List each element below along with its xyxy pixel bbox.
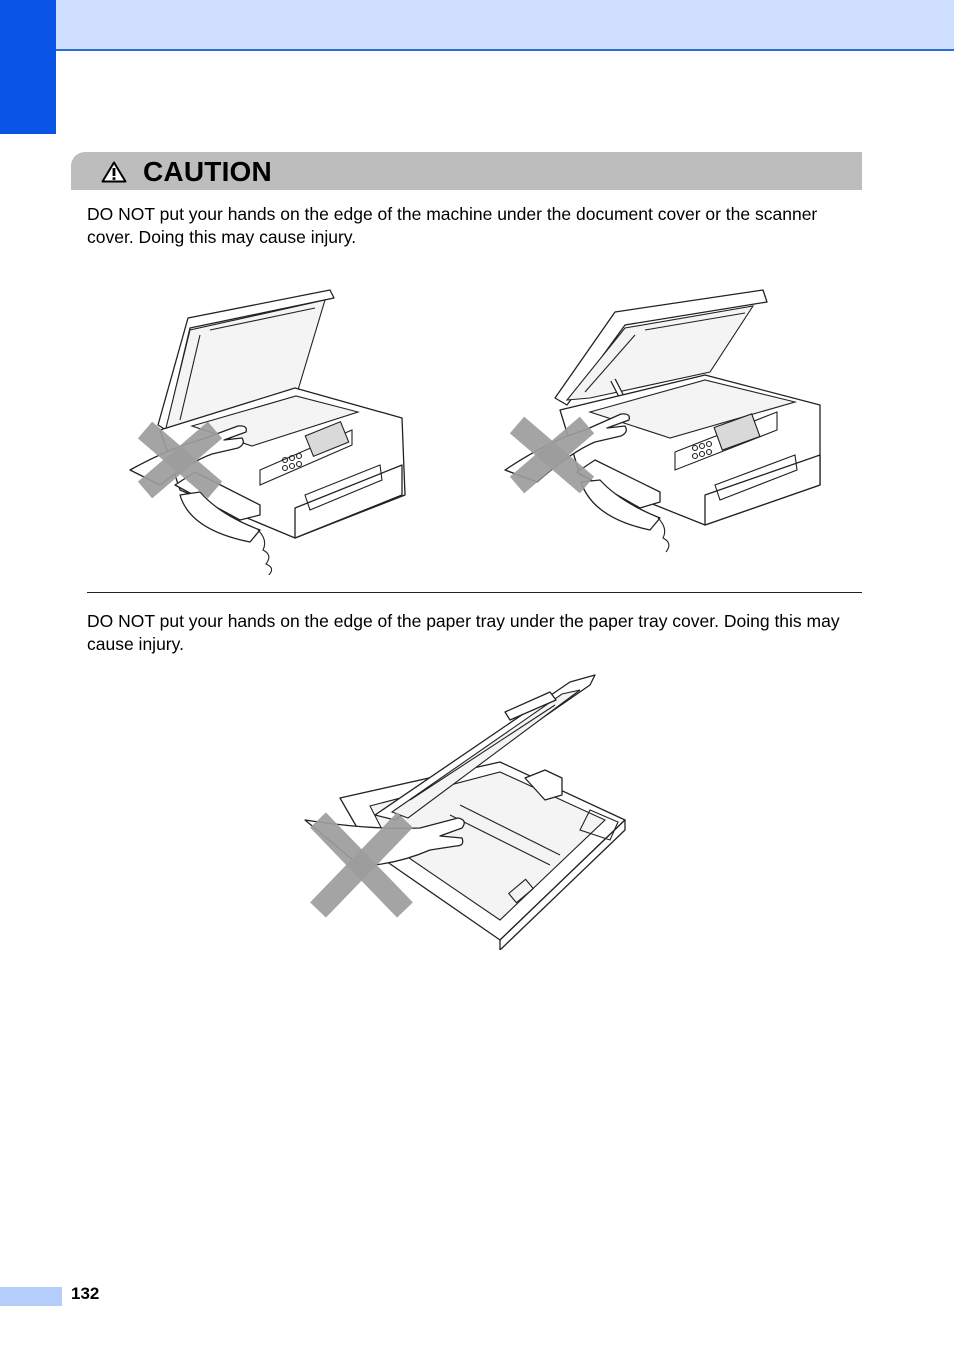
header-band <box>0 0 954 51</box>
warning-triangle-icon <box>101 161 127 183</box>
caution-bar <box>71 152 862 190</box>
chapter-tab <box>0 0 56 134</box>
page-number-tab <box>0 1287 62 1306</box>
illustration-scanner-cover-open <box>495 280 830 570</box>
illustration-paper-tray-cover-open <box>300 670 630 950</box>
caution-title: CAUTION <box>143 156 272 187</box>
page-number: 132 <box>71 1284 100 1303</box>
section-divider <box>87 592 862 593</box>
caution-paragraph-paper-tray: DO NOT put your hands on the edge of the paper tray under the paper tray cover. Doing this may cause injury. <box>87 611 840 654</box>
illustration-document-cover-open <box>120 280 420 575</box>
caution-paragraph-scanner: DO NOT put your hands on the edge of the machine under the document cover or the scanner cover. Doing this may cause injury. <box>87 204 818 247</box>
